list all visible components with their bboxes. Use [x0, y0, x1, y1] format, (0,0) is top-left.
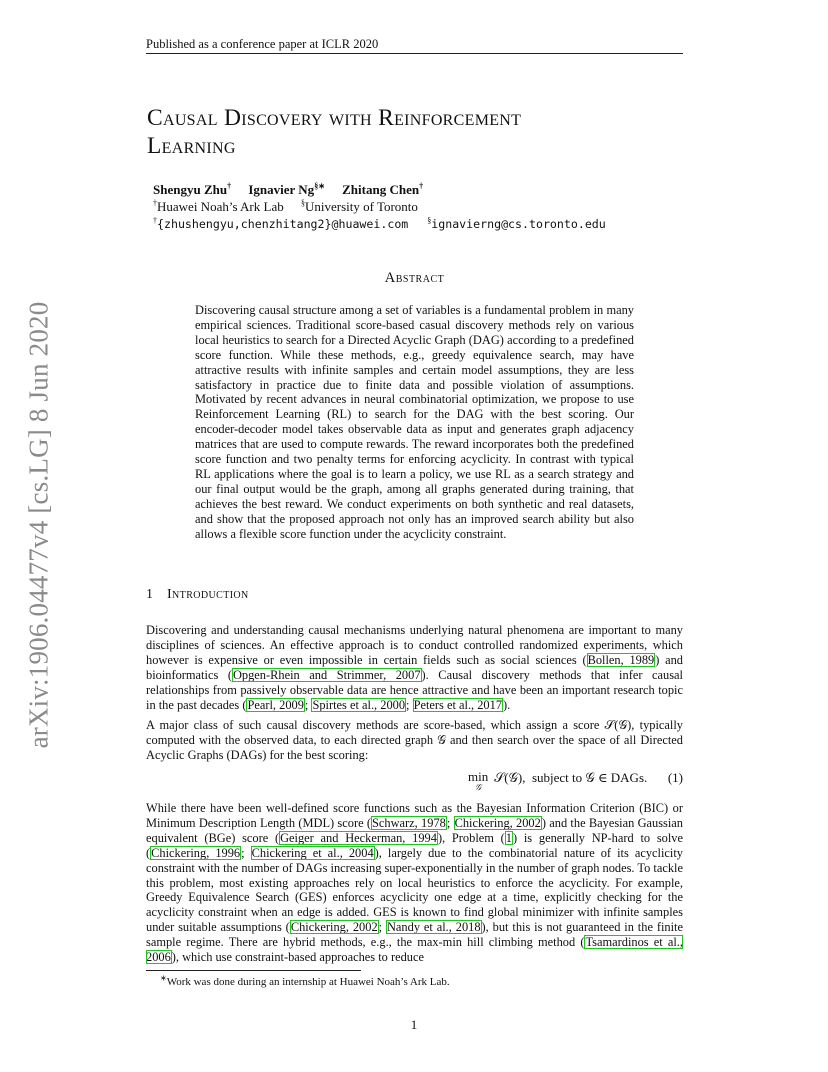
text-run: ) and the Bayesian Gaussian equivalent (BGe) score ( [146, 815, 683, 845]
author-mark: † [419, 181, 424, 191]
text-run: , typically computed with the observed data, to each directed graph [146, 718, 683, 747]
author [153, 182, 231, 197]
text-run: ; [406, 697, 413, 712]
text-run: ), but this is not guaranteed in the finite sample regime. There are hybrid methods, e.g., the max-min hill climbing method ( [146, 920, 683, 950]
section-title: Introduction [167, 587, 249, 602]
footnote-mark: ∗ [160, 973, 167, 983]
equation-body [468, 770, 647, 792]
min-operator [468, 770, 488, 792]
text-run: ), largely due to the combinatorial nature of its acyclicity constraint with the number of DAGs increasing super-exponentially in the number of graph nodes. To tackle this problem, most existing approaches rely on local heuristics to enforce the acyclicity. For example, Greedy Equivalence Search (GES) enforces acyclicity one edge at a time, explicitly checking for the acyclicity constraint when an edge is added. GES is known to find global minimizer with infinite samples under suitable assumptions ( [146, 845, 683, 935]
citation-link[interactable]: Chickering, 1996 [151, 845, 241, 860]
citation-link[interactable]: Bollen, 1989 [587, 652, 655, 667]
citation-link[interactable]: Geiger and Heckerman, 1994 [280, 830, 437, 845]
text-run: While there have been well-defined score functions such as the Bayesian Information Criterion (BIC) or Minimum Description Length (MDL) score ( [146, 801, 683, 830]
email[interactable] [153, 217, 408, 231]
page-number: 1 [410, 1017, 418, 1032]
min-subscript: 𝒢 [475, 782, 482, 792]
footnote-rule [146, 970, 361, 971]
author [248, 182, 325, 197]
affiliation-mark: † [153, 198, 157, 208]
citation-link[interactable]: Pearl, 2009 [247, 697, 304, 712]
text-run: ), Problem ( [437, 830, 505, 845]
header-rule [146, 53, 683, 54]
emails [153, 216, 618, 232]
citation-link[interactable]: Opgen-Rhein and Strimmer, 2007 [232, 667, 421, 682]
text-run: ; [241, 845, 251, 860]
email-text: {zhushengyu,chenzhitang2}@huawei.com [157, 217, 409, 231]
text-run: ; [446, 815, 454, 830]
running-head: Published as a conference paper at ICLR 2020 [146, 37, 379, 51]
affiliation [153, 199, 284, 214]
equation-condition: subject to 𝒢 ∈ DAGs. [531, 770, 648, 785]
citation-link[interactable]: Chickering, 2002 [454, 815, 541, 830]
author-name: Shengyu Zhu [153, 182, 228, 197]
intro-paragraph-3 [146, 801, 683, 965]
text-run: ; [378, 920, 386, 935]
title-line-1: Causal Discovery with Reinforcement [147, 105, 522, 131]
affiliation-name: University of Toronto [304, 199, 418, 214]
footnote [160, 975, 450, 989]
min-op: min [468, 769, 489, 784]
text-run: ), which use constraint-based approaches to reduce [171, 950, 424, 965]
citation-link[interactable]: Spirtes et al., 2000 [312, 697, 406, 712]
equation-ref-link[interactable]: 1 [505, 830, 512, 845]
section-heading [146, 587, 249, 603]
email-text: ignavierng@cs.toronto.edu [431, 217, 606, 231]
email-mark: † [153, 216, 157, 226]
affiliation [301, 199, 418, 214]
author [342, 182, 423, 197]
affiliation-name: Huawei Noah’s Ark Lab [157, 199, 284, 214]
author-name: Zhitang Chen [342, 182, 420, 197]
section-number: 1 [146, 587, 153, 602]
footnote-text: Work was done during an internship at Huawei Noah’s Ark Lab. [166, 976, 450, 988]
text-run: ) and bioinformatics ( [146, 652, 683, 682]
text-run: Discovering and understanding causal mechanisms underlying natural phenomena are important to many disciplines of sciences. An effective approach is to conduct controlled randomized experiments, which however is expensive or even impossible in certain fields such as social sciences ( [146, 623, 683, 667]
equation-number: (1) [667, 770, 683, 785]
text-run: ). Causal discovery methods that infer causal relationships from passively observable data are hence attractive and have been an important research topic in the past decades ( [146, 667, 683, 712]
citation-link[interactable]: Chickering et al., 2004 [251, 845, 374, 860]
author-list [153, 182, 437, 198]
citation-link[interactable]: Schwarz, 1978 [372, 815, 446, 830]
citation-link[interactable]: Tsamardinos et al., 2006 [146, 935, 684, 965]
author-mark: † [227, 181, 232, 191]
text-run: and then search over the space of all Directed Acyclic Graphs (DAGs) for the best scoring: [146, 732, 683, 762]
abstract-text: Discovering causal structure among a set of variables is a fundamental problem in many empirical sciences. Traditional score-based casual discovery methods rely on various local heuristics to search for a Directed Acyclic Graph (DAG) according to a predefined score function. While these methods, e.g., greedy equivalence search, may have attractive results with infinite samples and certain model assumptions, they are less satisfactory in practice due to finite data and possible violation of assumptions. Motivated by recent advances in neural combinatorial optimization, we propose to use Reinforcement Learning (RL) to search for the DAG with the best scoring. Our encoder-decoder model takes observable data as input and generates graph adjacency matrices that are used to compute rewards. The reward incorporates both the predefined score function and two penalty terms for enforcing acyclicity. In contrast with typical RL applications where the goal is to learn a policy, we use RL as a search strategy and our final output would be the graph, among all graphs generated during training, that achieves the best reward. We conduct experiments on both synthetic and real datasets, and show that the proposed approach not only has an improved search ability but also allows a flexible score function under the acyclicity constraint. [195, 303, 634, 541]
title-line-2: Learning [147, 133, 236, 159]
text-run: ; [304, 697, 312, 712]
equation-expression: 𝒮(𝒢), [494, 770, 526, 785]
affiliation-mark: § [300, 198, 305, 208]
citation-link[interactable]: Chickering, 2002 [290, 920, 378, 935]
paper-title [147, 104, 667, 160]
text-run: ). [503, 697, 511, 712]
abstract-heading: Abstract [384, 270, 445, 286]
intro-paragraph-2 [146, 718, 683, 763]
email[interactable] [427, 217, 606, 231]
citation-link[interactable]: Peters et al., 2017 [413, 697, 503, 712]
text-run: ) is generally NP-hard to solve ( [146, 830, 683, 860]
math-score: 𝒮(𝒢) [604, 718, 632, 732]
text-run: A major class of such causal discovery methods are score-based, which assign a score [146, 718, 605, 732]
intro-paragraph-1 [146, 623, 683, 712]
math-graph: 𝒢 [437, 732, 446, 747]
author-name: Ignavier Ng [248, 182, 315, 197]
email-mark: § [427, 216, 432, 226]
arxiv-stamp: arXiv:1906.04477v4 [cs.LG] 8 Jun 2020 [23, 301, 54, 749]
equation-1 [146, 770, 683, 794]
author-mark: §∗ [314, 181, 325, 191]
citation-link[interactable]: Nandy et al., 2018 [386, 920, 481, 935]
affiliations [153, 199, 432, 215]
